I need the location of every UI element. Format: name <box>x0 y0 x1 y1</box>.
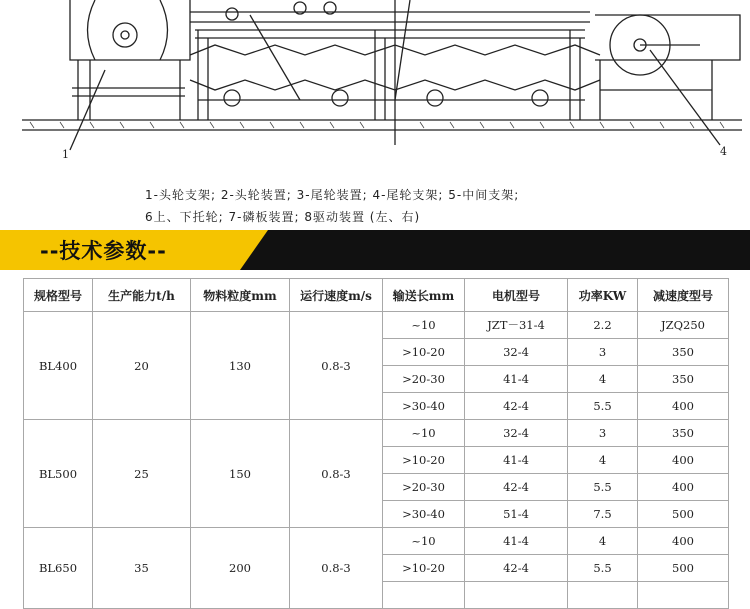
cell-power: 3 <box>568 339 638 366</box>
header-power: 功率KW <box>568 279 638 312</box>
table-row <box>24 528 729 555</box>
cell-motor: 42-4 <box>465 474 568 501</box>
cell-motor: 41-4 <box>465 447 568 474</box>
cell-power <box>568 582 638 609</box>
cell-power: 4 <box>568 528 638 555</box>
header-capacity: 生产能力t/h <box>93 279 191 312</box>
cell-model: BL400 <box>24 312 93 420</box>
table-header-row <box>24 279 729 312</box>
table-row <box>24 420 729 447</box>
cell-reducer: 400 <box>638 447 729 474</box>
cell-length: >20-30 <box>383 366 465 393</box>
cell-reducer: 350 <box>638 339 729 366</box>
cell-model: BL650 <box>24 528 93 609</box>
cell-power: 2.2 <box>568 312 638 339</box>
cell-reducer: 400 <box>638 528 729 555</box>
cell-power: 7.5 <box>568 501 638 528</box>
cell-model: BL500 <box>24 420 93 528</box>
cell-reducer: 500 <box>638 501 729 528</box>
cell-length: >10-20 <box>383 339 465 366</box>
cell-motor: 51-4 <box>465 501 568 528</box>
cell-length <box>383 582 465 609</box>
cell-motor: 42-4 <box>465 555 568 582</box>
cell-reducer: 500 <box>638 555 729 582</box>
cell-reducer: 400 <box>638 393 729 420</box>
cell-power: 4 <box>568 447 638 474</box>
cell-motor <box>465 582 568 609</box>
cell-motor: JZT－31-4 <box>465 312 568 339</box>
cell-speed: 0.8-3 <box>290 420 383 528</box>
cell-length: >30-40 <box>383 501 465 528</box>
conveyor-diagram <box>0 0 750 180</box>
banner-black-fill <box>300 230 750 270</box>
header-reducer: 减速度型号 <box>638 279 729 312</box>
cell-length: ~10 <box>383 420 465 447</box>
cell-length: >20-30 <box>383 474 465 501</box>
cell-capacity: 35 <box>93 528 191 609</box>
cell-length: >10-20 <box>383 447 465 474</box>
cell-speed: 0.8-3 <box>290 312 383 420</box>
cell-reducer: JZQ250 <box>638 312 729 339</box>
header-motor: 电机型号 <box>465 279 568 312</box>
cell-motor: 42-4 <box>465 393 568 420</box>
cell-capacity: 20 <box>93 312 191 420</box>
cell-power: 5.5 <box>568 555 638 582</box>
table-row <box>24 312 729 339</box>
section-banner <box>0 230 750 270</box>
cell-reducer: 400 <box>638 474 729 501</box>
cell-reducer: 350 <box>638 420 729 447</box>
cell-reducer: 350 <box>638 366 729 393</box>
cell-length: >30-40 <box>383 393 465 420</box>
cell-granularity: 150 <box>191 420 290 528</box>
legend-line-1: 1-头轮支架; 2-头轮装置; 3-尾轮装置; 4-尾轮支架; 5-中间支架; <box>145 188 520 202</box>
cell-power: 3 <box>568 420 638 447</box>
cell-power: 5.5 <box>568 393 638 420</box>
callout-4: 4 <box>720 145 727 158</box>
cell-motor: 41-4 <box>465 528 568 555</box>
banner-title: --技术参数-- <box>40 239 167 263</box>
cell-speed: 0.8-3 <box>290 528 383 609</box>
cell-power: 5.5 <box>568 474 638 501</box>
legend-line-2: 6上、下托轮; 7-磷板装置; 8驱动装置 (左、右) <box>145 210 421 224</box>
cell-granularity: 130 <box>191 312 290 420</box>
cell-motor: 41-4 <box>465 366 568 393</box>
cell-length: ~10 <box>383 528 465 555</box>
callout-1: 1 <box>62 148 69 161</box>
cell-length: >10-20 <box>383 555 465 582</box>
cell-power: 4 <box>568 366 638 393</box>
cell-motor: 32-4 <box>465 420 568 447</box>
spec-table <box>23 278 729 609</box>
header-granularity: 物料粒度mm <box>191 279 290 312</box>
header-model: 规格型号 <box>24 279 93 312</box>
cell-reducer <box>638 582 729 609</box>
cell-capacity: 25 <box>93 420 191 528</box>
cell-granularity: 200 <box>191 528 290 609</box>
header-speed: 运行速度m/s <box>290 279 383 312</box>
cell-motor: 32-4 <box>465 339 568 366</box>
header-length: 输送长mm <box>383 279 465 312</box>
cell-length: ~10 <box>383 312 465 339</box>
